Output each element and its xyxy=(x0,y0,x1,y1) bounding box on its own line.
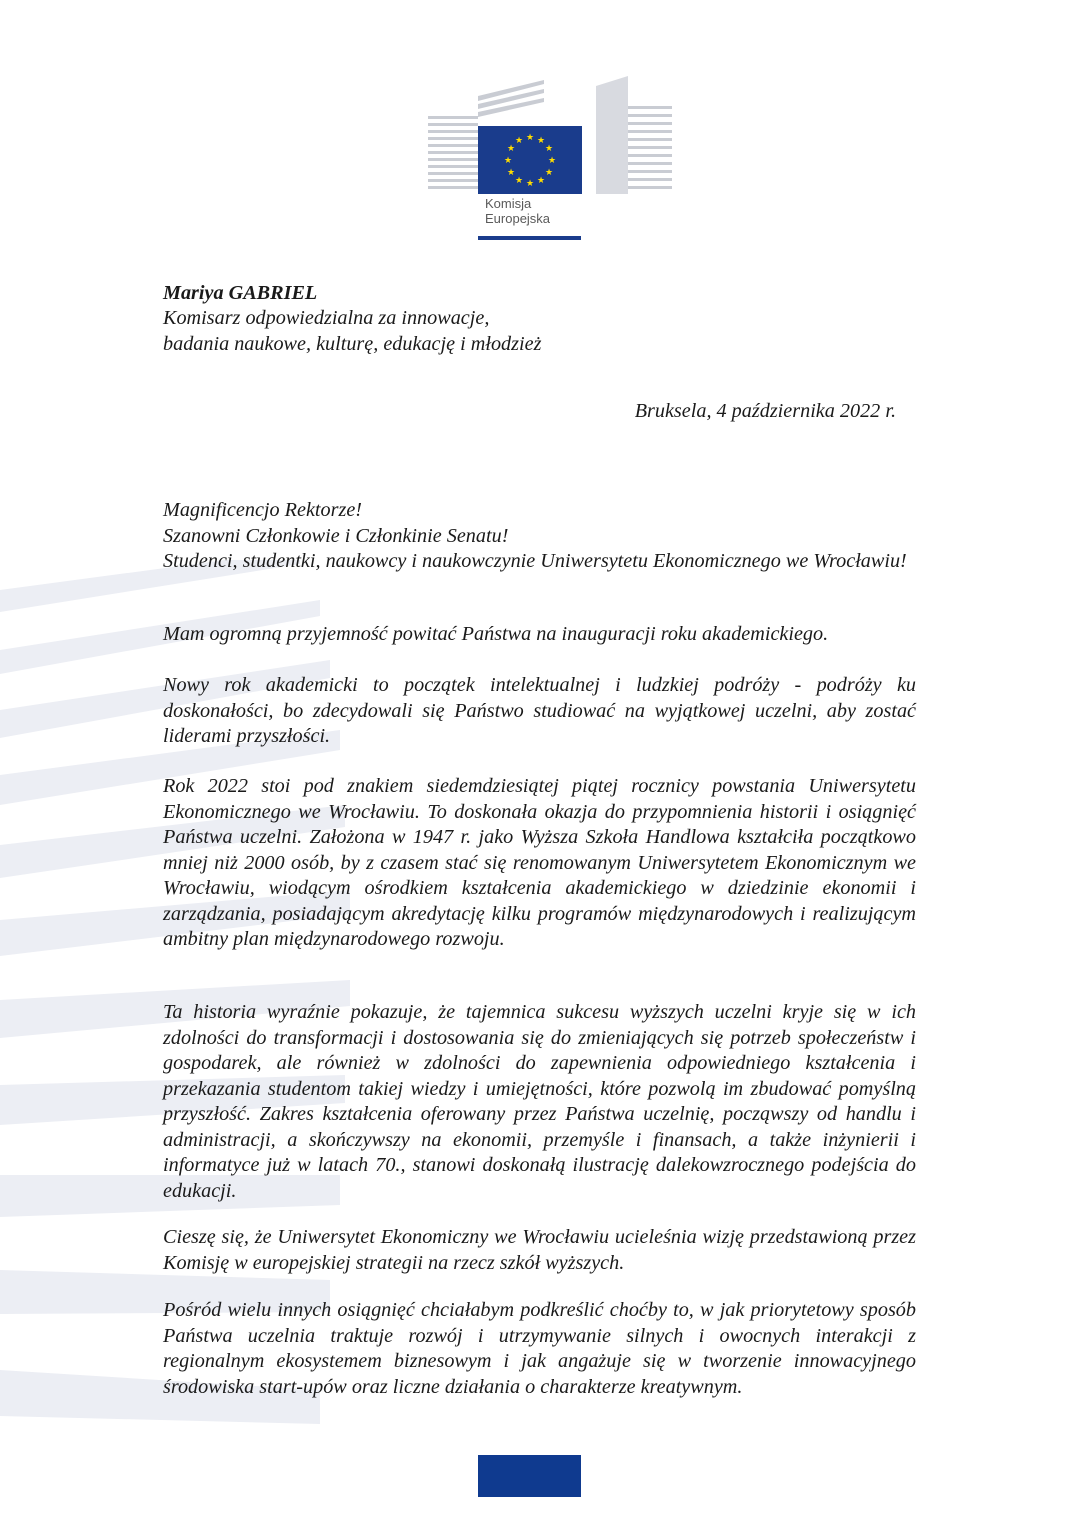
svg-text:★: ★ xyxy=(547,156,557,166)
logo-underline xyxy=(478,236,581,240)
svg-text:★: ★ xyxy=(506,144,516,154)
sender-role-line2: badania naukowe, kulturę, edukację i młodzież xyxy=(163,332,542,355)
svg-text:★: ★ xyxy=(544,168,554,178)
sender-name: Mariya GABRIEL xyxy=(163,282,318,304)
salutation-line2: Szanowni Członkowie i Członkinie Senatu! xyxy=(163,524,509,547)
salutation-line1: Magnificencjo Rektorze! xyxy=(163,499,362,521)
sender-role xyxy=(163,306,916,357)
letter-date: Bruksela, 4 października 2022 r. xyxy=(634,400,896,422)
paragraph-2: Nowy rok akademicki to początek intelektualnej i ludzkiej podróży - podróży ku doskonałości, bo zdecydowali się Państwo studiować na wyjątkowej uczelni, aby zostać liderami przyszłości. xyxy=(163,674,916,747)
svg-text:★: ★ xyxy=(525,133,535,143)
footer-blue-bar xyxy=(478,1455,581,1497)
paragraph-6: Pośród wielu innych osiągnięć chciałabym podkreślić choćby to, w jak priorytetowy sposób Państwa uczelnia traktuje rozwój i utrzymywanie silnych i owocnych interakcji z regionalnym ekosystemem biznesowym i jak angażuje się w tworzenie innowacyjnego środowiska start-upów oraz liczne działania o charakterze kreatywnym. xyxy=(163,1299,916,1398)
logo-org-line1: Komisja xyxy=(485,196,532,211)
paragraph-3: Rok 2022 stoi pod znakiem siedemdziesiątej piątej rocznicy powstania Uniwersytetu Ekonomicznego we Wrocławiu. To doskonała okazja do przypomnienia historii i osiągnięć Państwa uczelni. Założona w 1947 r. jako Wyższa Szkoła Handlowa kształciła początkowo mniej niż 2000 osób, by z czasem stać się renomowanym Uniwersytetem Ekonomicznym we Wrocławiu, wiodącym ośrodkiem kształcenia akademickiego w dziedzinie ekonomii i zarządzania, posiadającym akredytację kilku programów międzynarodowych i realizującym ambitny plan międzynarodowego rozwoju. xyxy=(163,775,916,950)
svg-text:★: ★ xyxy=(503,156,513,166)
eu-flag-icon xyxy=(478,126,582,194)
paragraph-5: Cieszę się, że Uniwersytet Ekonomiczny we Wrocławiu ucieleśnia wizję przedstawioną przez Komisję w europejskiej strategii na rzecz szkół wyższych. xyxy=(163,1226,916,1274)
svg-text:★: ★ xyxy=(514,136,524,146)
svg-text:★: ★ xyxy=(536,176,546,186)
svg-text:★: ★ xyxy=(525,179,535,189)
paragraph-4: Ta historia wyraźnie pokazuje, że tajemnica sukcesu wyższych uczelni kryje się w ich zdolności do transformacji i dostosowania się do zmieniających się potrzeb społeczeństw i gospodarek, ale również w zdolności do zapewnienia odpowiedniego kształcenia i przekazania studentom takiej wiedzy i umiejętności, które pozwolą im zbudować pomyślną przyszłość. Zakres kształcenia oferowany przez Państwa uczelnię, począwszy od handlu i administracji, a skończywszy na ekonomii, przemyśle i finansach, a także inżynierii i informatyce już w latach 70., stanowi doskonałą ilustrację dalekowzrocznego podejścia do edukacji. xyxy=(163,1001,916,1202)
salutation-line3: Studenci, studentki, naukowcy i naukowczynie Uniwersytetu Ekonomicznego we Wrocławiu! xyxy=(163,550,907,572)
logo-org-name xyxy=(485,196,585,226)
svg-text:★: ★ xyxy=(514,176,524,186)
salutation xyxy=(163,498,916,575)
svg-text:★: ★ xyxy=(544,144,554,154)
paragraph-1: Mam ogromną przyjemność powitać Państwa na inauguracji roku akademickiego. xyxy=(163,623,829,645)
logo-org-line2: Europejska xyxy=(485,211,551,226)
svg-text:★: ★ xyxy=(536,136,546,146)
sender-role-line1: Komisarz odpowiedzialna za innowacje, xyxy=(163,307,490,329)
svg-text:★: ★ xyxy=(506,168,516,178)
